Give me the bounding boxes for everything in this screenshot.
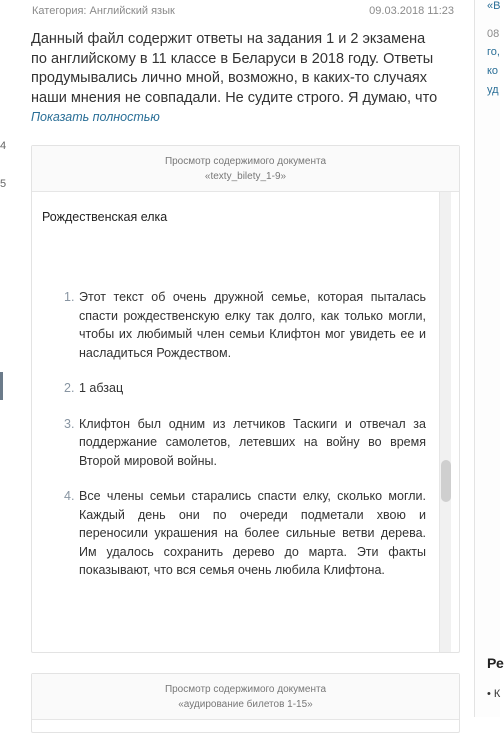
sidebar-link-text[interactable]: го,	[487, 46, 500, 58]
category-label: Категория: Английский язык	[32, 5, 175, 17]
document-meta	[32, 5, 460, 17]
viewer-body[interactable]	[32, 192, 459, 652]
sidebar-link-text[interactable]: ко	[487, 65, 499, 77]
answer-list	[64, 288, 426, 597]
viewer-scrollbar[interactable]	[439, 192, 451, 652]
item-number: 1.	[64, 290, 75, 304]
sidebar-link-text[interactable]: уд	[487, 84, 499, 96]
main-content	[12, 0, 460, 717]
right-sidebar	[474, 0, 504, 717]
list-item	[64, 288, 426, 362]
item-text: 1 абзац	[79, 381, 124, 395]
viewer-header-caption: Просмотр содержимого документа	[164, 156, 327, 167]
document-viewer	[31, 145, 460, 653]
gutter-number: 4	[0, 140, 7, 152]
gutter-active-marker	[0, 372, 3, 400]
left-gutter	[0, 0, 12, 717]
document-viewer-second	[31, 673, 460, 733]
document-description: Данный файл содержит ответы на задания 1 и 2 экзамена по английскому в 11 классе в Беларуси в 2018 году. Ответы продумывались лично мной, возможно, в каких-то случаях наши мнения не совпадали. Не судите строго. Я думаю, что	[31, 31, 438, 106]
item-text: Этот текст об очень дружной семье, которая пыталась спасти рождественскую елку так долго, как только могли, чтобы их любимый член семьи Клифтон мог увидеть ее и насладиться Рождеством.	[79, 290, 426, 360]
scrollbar-thumb[interactable]	[441, 460, 451, 502]
list-item	[64, 487, 426, 580]
sidebar-top-link[interactable]: «В	[487, 0, 501, 12]
viewer-file-name: «texty_bilety_1-9»	[204, 171, 287, 182]
gutter-number: 5	[0, 178, 7, 190]
sidebar-date: 08	[487, 28, 500, 40]
viewer-header-caption: Просмотр содержимого документа	[164, 684, 327, 695]
list-item	[64, 379, 426, 398]
document-title: Рождественская елка	[42, 210, 168, 224]
item-number: 3.	[64, 416, 75, 431]
sidebar-heading: Ре	[487, 655, 504, 671]
list-item	[64, 415, 426, 471]
item-text: Все члены семьи старались спасти елку, сколько могли. Каждый день они по очереди подметали хвою и переносили украшения на более сильные ветви дерева. Им удалось сохранить дерево до марта. Эти факты показывают, что вся семья очень любила Клифтона.	[79, 489, 426, 577]
viewer-header	[32, 674, 459, 720]
viewer-file-name: «аудирование билетов 1-15»	[178, 699, 313, 710]
item-text: Клифтон был одним из летчиков Таскиги и отвечал за поддержание самолетов, летевших на войну во время Второй мировой войны.	[79, 416, 426, 468]
item-number: 2.	[64, 381, 75, 395]
sidebar-list-item[interactable]: • К	[487, 688, 501, 700]
item-number: 4.	[64, 489, 75, 503]
viewer-header	[32, 146, 459, 192]
publish-date: 09.03.2018 11:23	[369, 5, 454, 17]
show-all-link[interactable]: Показать полностью	[31, 110, 160, 124]
